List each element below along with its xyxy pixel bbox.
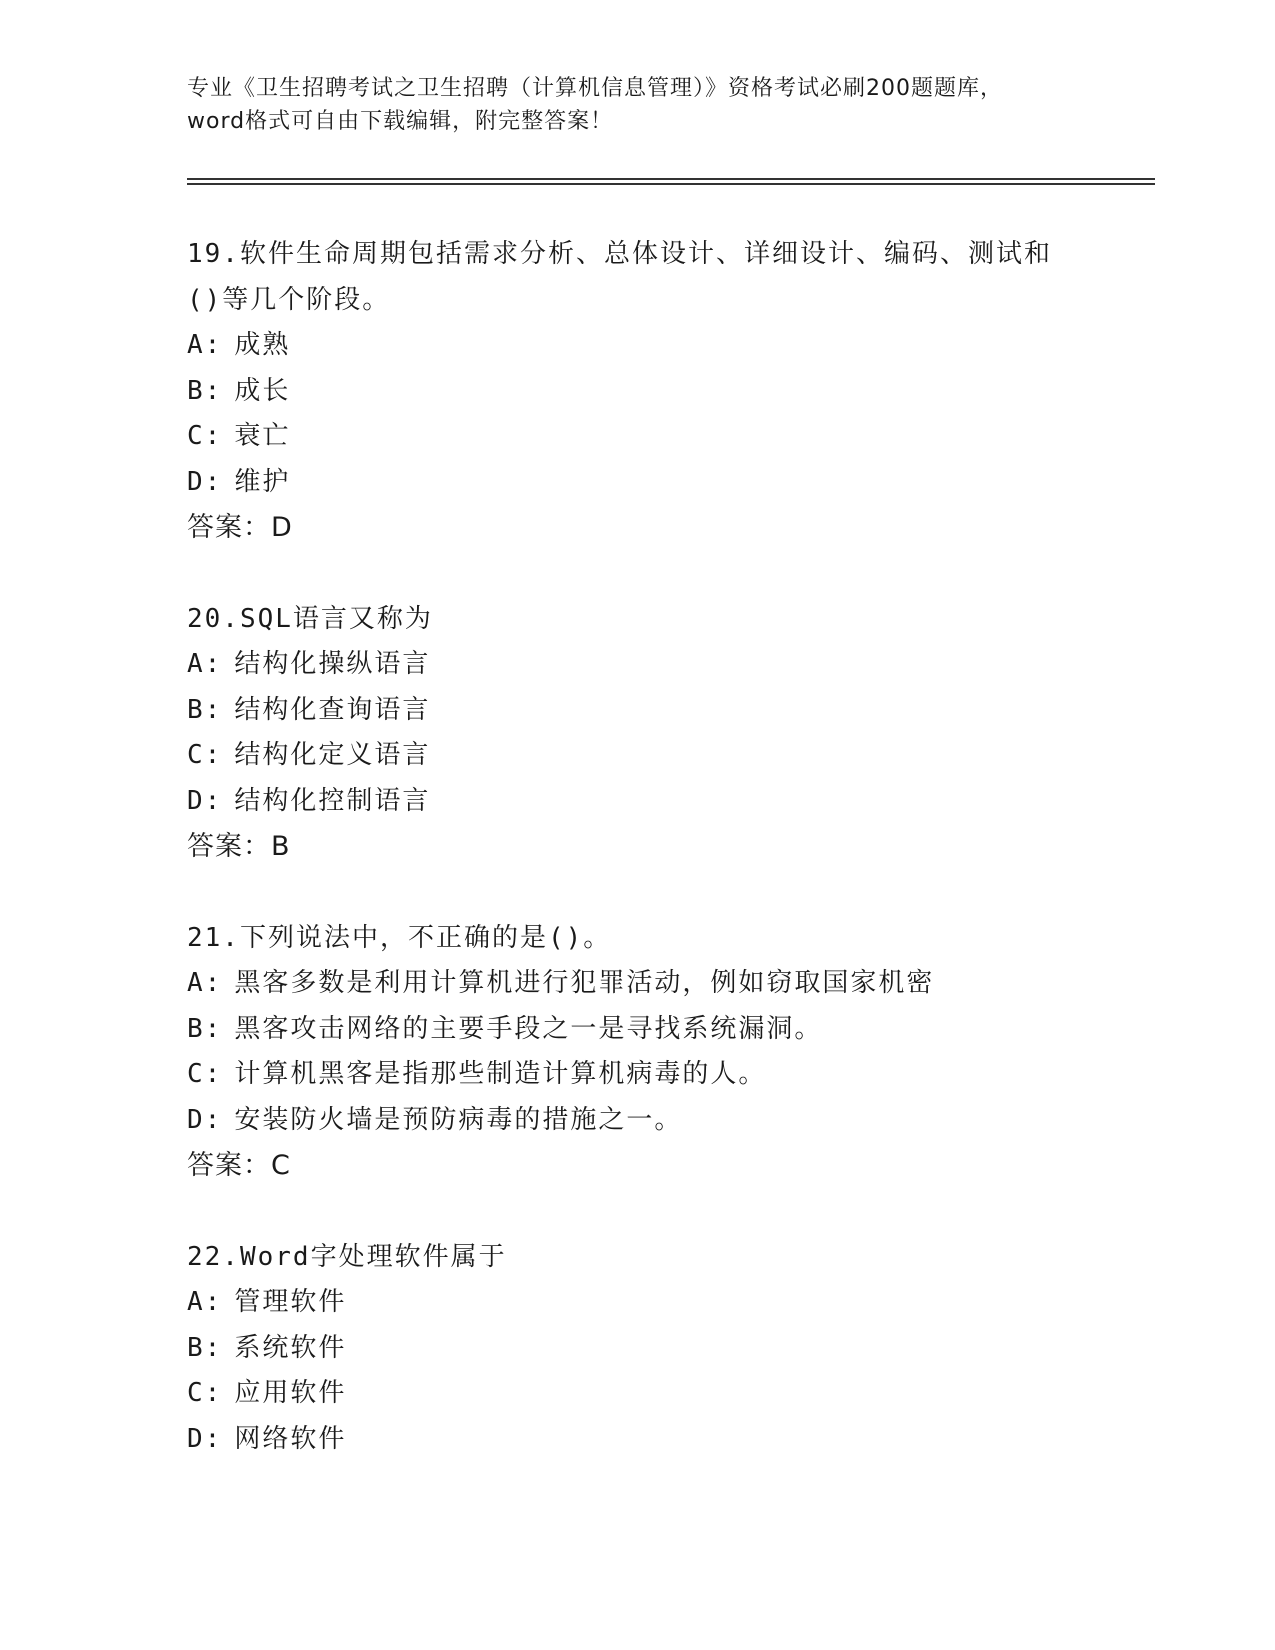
option-letter: B: [187,1013,223,1044]
option-text: 黑客攻击网络的主要手段之一是寻找系统漏洞。 [234,1013,823,1044]
answer-option [187,779,1137,825]
option-text: 应用软件 [234,1378,347,1408]
option-text: 网络软件 [234,1423,347,1454]
option-text: 安装防火墙是预防病毒的措施之一。 [234,1104,683,1135]
answer-option [187,1007,1137,1053]
option-text: 计算机黑客是指那些制造计算机病毒的人。 [234,1059,767,1089]
question-block [187,232,1137,551]
answer-option [187,323,1137,369]
answer-option [187,1098,1137,1144]
answer-option [187,961,1137,1007]
answer-option [187,688,1137,734]
header-divider-bottom [187,183,1155,185]
answer-option [187,1417,1137,1463]
option-letter: B: [187,1332,223,1363]
option-text: 结构化定义语言 [234,740,431,770]
header-line-2: word格式可自由下载编辑，附完整答案！ [187,109,614,134]
option-letter: A: [187,968,223,998]
answer-option [187,460,1137,506]
option-letter: A: [187,1287,223,1317]
option-letter: D: [187,1423,223,1454]
question-stem: 19.软件生命周期包括需求分析、总体设计、详细设计、编码、测试和 [187,239,1052,269]
answer-option [187,414,1137,460]
option-letter: D: [187,785,223,816]
option-text: 衰亡 [234,421,291,451]
question-list [187,232,1137,1508]
option-letter: B: [187,375,223,406]
option-text: 结构化控制语言 [234,785,431,816]
option-letter: D: [187,466,223,497]
option-text: 系统软件 [234,1332,347,1363]
answer-key: 答案：C [187,1150,291,1181]
header-line-1: 专业《卫生招聘考试之卫生招聘（计算机信息管理）》资格考试必刷200题题库， [187,76,1003,101]
option-letter: C: [187,421,223,451]
answer-option [187,369,1137,415]
option-letter: C: [187,1378,223,1408]
question-stem: 21.下列说法中，不正确的是()。 [187,922,612,953]
option-text: 成长 [234,375,291,406]
question-stem: 22.Word字处理软件属于 [187,1241,507,1272]
option-letter: D: [187,1104,223,1135]
answer-option [187,1326,1137,1372]
answer-option [187,642,1137,688]
option-letter: A: [187,330,223,360]
option-text: 结构化操纵语言 [234,649,431,679]
answer-key: 答案：D [187,512,293,543]
question-block [187,916,1137,1189]
answer-option [187,733,1137,779]
option-text: 黑客多数是利用计算机进行犯罪活动，例如窃取国家机密 [234,968,935,998]
option-letter: C: [187,1059,223,1089]
option-text: 维护 [234,466,291,497]
question-block [187,597,1137,870]
answer-key: 答案：B [187,831,291,862]
option-text: 结构化查询语言 [234,694,431,725]
header-divider-top [187,178,1155,180]
answer-option [187,1280,1137,1326]
answer-option [187,1052,1137,1098]
option-text: 管理软件 [234,1287,347,1317]
option-letter: C: [187,740,223,770]
option-letter: B: [187,694,223,725]
document-header [187,72,1087,138]
option-text: 成熟 [234,330,291,360]
option-letter: A: [187,649,223,679]
answer-option [187,1371,1137,1417]
question-block [187,1235,1137,1463]
question-stem: 20.SQL语言又称为 [187,603,433,634]
question-stem: ()等几个阶段。 [187,284,391,315]
